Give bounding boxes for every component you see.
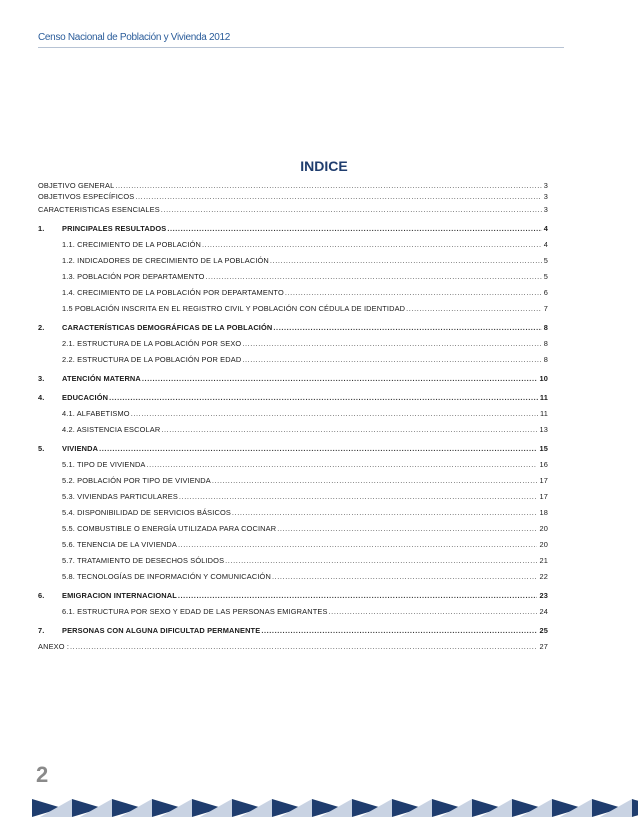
toc-entry-label: PERSONAS CON ALGUNA DIFICULTAD PERMANENTE: [62, 626, 261, 635]
toc-entry[interactable]: [38, 202, 548, 218]
toc-entry-label: 1.2. INDICADORES DE CRECIMIENTO DE LA POBLACIÓN: [62, 256, 269, 265]
toc-dot-leader: [147, 457, 538, 473]
toc-entry-label: OBJETIVOS ESPECÍFICOS: [38, 192, 135, 201]
toc-entry[interactable]: [38, 180, 548, 191]
toc-entry-label: 1.3. POBLACIÓN POR DEPARTAMENTO: [62, 272, 205, 281]
toc-entry-page: 15: [539, 444, 548, 453]
toc-entry-number: 7.: [38, 626, 45, 635]
toc-entry[interactable]: [38, 371, 548, 387]
toc-dot-leader: [99, 441, 537, 457]
toc-dot-leader: [261, 623, 537, 639]
toc-dot-leader: [161, 202, 542, 218]
toc-entry-page: 3: [543, 192, 548, 201]
footer-pattern: [32, 797, 638, 819]
toc-entry-label: 1.5 POBLACIÓN INSCRITA EN EL REGISTRO CIVIL Y POBLACIÓN CON CÉDULA DE IDENTIDAD: [62, 304, 406, 313]
toc-entry[interactable]: [38, 441, 548, 457]
table-of-contents: [38, 180, 548, 655]
toc-entry-label: 5.2. POBLACIÓN POR TIPO DE VIVIENDA: [62, 476, 211, 485]
toc-entry[interactable]: [38, 604, 548, 620]
toc-dot-leader: [202, 237, 542, 253]
toc-dot-leader: [225, 553, 537, 569]
toc-entry-page: 4: [543, 224, 548, 233]
toc-entry[interactable]: [38, 390, 548, 406]
toc-entry-label: 4.2. ASISTENCIA ESCOLAR: [62, 425, 161, 434]
toc-entry-page: 3: [543, 181, 548, 190]
toc-entry-page: 18: [539, 508, 548, 517]
toc-entry[interactable]: [38, 553, 548, 569]
toc-dot-leader: [131, 406, 538, 422]
band-triangle: [632, 799, 638, 817]
toc-entry-number: 4.: [38, 393, 45, 402]
toc-entry-page: 6: [543, 288, 548, 297]
toc-entry-label: 2.2. ESTRUCTURA DE LA POBLACIÓN POR EDAD: [62, 355, 242, 364]
toc-entry-number: 5.: [38, 444, 45, 453]
toc-entry-page: 27: [539, 642, 548, 651]
toc-entry[interactable]: [38, 191, 548, 202]
toc-entry[interactable]: [38, 489, 548, 505]
toc-entry-label: 1.1. CRECIMIENTO DE LA POBLACIÓN: [62, 240, 201, 249]
toc-entry-label: 5.5. COMBUSTIBLE O ENERGÍA UTILIZADA PARA COCINAR: [62, 524, 277, 533]
page-number: 2: [36, 762, 49, 787]
toc-entry-label: ANEXO :: [38, 642, 70, 651]
toc-dot-leader: [212, 473, 538, 489]
toc-entry-label: 1.4. CRECIMIENTO DE LA POBLACIÓN POR DEPARTAMENTO: [62, 288, 284, 297]
toc-dot-leader: [232, 505, 538, 521]
toc-dot-leader: [242, 352, 541, 368]
toc-entry-label: 5.6. TENENCIA DE LA VIVIENDA: [62, 540, 177, 549]
toc-entry[interactable]: [38, 505, 548, 521]
toc-entry[interactable]: [38, 285, 548, 301]
toc-entry[interactable]: [38, 336, 548, 352]
toc-entry[interactable]: [38, 537, 548, 553]
toc-entry-page: 23: [539, 591, 548, 600]
toc-entry-page: 22: [539, 572, 548, 581]
toc-dot-leader: [142, 371, 538, 387]
toc-entry-page: 8: [543, 339, 548, 348]
toc-dot-leader: [178, 537, 538, 553]
toc-dot-leader: [272, 569, 538, 585]
header-rule: [38, 47, 564, 48]
toc-entry-page: 5: [543, 256, 548, 265]
toc-entry-number: 3.: [38, 374, 45, 383]
running-header: Censo Nacional de Población y Vivienda 2012: [38, 32, 231, 43]
toc-dot-leader: [277, 521, 537, 537]
toc-entry-page: 21: [539, 556, 548, 565]
toc-entry-page: 8: [543, 355, 548, 364]
toc-dot-leader: [406, 301, 542, 317]
toc-entry-label: 5.4. DISPONIBILIDAD DE SERVICIOS BÁSICOS: [62, 508, 231, 517]
toc-entry-page: 13: [539, 425, 548, 434]
toc-entry-number: 1.: [38, 224, 45, 233]
toc-entry-page: 5: [543, 272, 548, 281]
footer-decorative-band: [32, 797, 638, 819]
toc-entry-label: ATENCIÓN MATERNA: [62, 374, 141, 383]
toc-dot-leader: [161, 422, 537, 438]
toc-entry[interactable]: [38, 457, 548, 473]
toc-entry-page: 8: [543, 323, 548, 332]
toc-entry[interactable]: [38, 473, 548, 489]
toc-entry[interactable]: [38, 269, 548, 285]
toc-entry[interactable]: [38, 588, 548, 604]
toc-entry-number: 6.: [38, 591, 45, 600]
toc-entry[interactable]: [38, 623, 548, 639]
toc-dot-leader: [285, 285, 542, 301]
toc-entry[interactable]: [38, 237, 548, 253]
toc-entry-label: 5.3. VIVIENDAS PARTICULARES: [62, 492, 178, 501]
toc-entry-label: CARACTERISTICAS ESENCIALES: [38, 205, 160, 214]
toc-entry-label: 5.1. TIPO DE VIVIENDA: [62, 460, 146, 469]
page-title: INDICE: [300, 158, 348, 174]
toc-entry-label: 4.1. ALFABETISMO: [62, 409, 130, 418]
toc-entry-page: 20: [539, 524, 548, 533]
toc-entry[interactable]: [38, 253, 548, 269]
toc-entry-label: OBJETIVO GENERAL: [38, 181, 115, 190]
toc-entry[interactable]: [38, 301, 548, 317]
toc-entry-number: 2.: [38, 323, 45, 332]
toc-entry-page: 20: [539, 540, 548, 549]
toc-entry-label: 5.8. TECNOLOGÍAS DE INFORMACIÓN Y COMUNICACIÓN: [62, 572, 271, 581]
toc-entry-page: 10: [539, 374, 548, 383]
toc-dot-leader: [270, 253, 542, 269]
toc-dot-leader: [179, 489, 538, 505]
toc-entry[interactable]: [38, 639, 548, 655]
toc-entry[interactable]: [38, 352, 548, 368]
toc-entry-page: 17: [539, 476, 548, 485]
toc-entry[interactable]: [38, 320, 548, 336]
toc-dot-leader: [242, 336, 541, 352]
toc-dot-leader: [206, 269, 542, 285]
toc-dot-leader: [178, 588, 538, 604]
toc-dot-leader: [135, 191, 541, 202]
toc-entry-label: CARACTERÍSTICAS DEMOGRÁFICAS DE LA POBLACIÓN: [62, 323, 273, 332]
toc-entry[interactable]: [38, 521, 548, 537]
toc-entry[interactable]: [38, 569, 548, 585]
toc-entry-page: 16: [539, 460, 548, 469]
toc-entry-label: 6.1. ESTRUCTURA POR SEXO Y EDAD DE LAS PERSONAS EMIGRANTES: [62, 607, 328, 616]
toc-entry-label: 5.7. TRATAMIENTO DE DESECHOS SÓLIDOS: [62, 556, 225, 565]
toc-dot-leader: [109, 390, 538, 406]
toc-entry-page: 11: [539, 393, 548, 402]
toc-entry-page: 7: [543, 304, 548, 313]
toc-entry-label: EMIGRACION INTERNACIONAL: [62, 591, 177, 600]
toc-dot-leader: [273, 320, 541, 336]
toc-entry-page: 11: [540, 409, 548, 418]
toc-entry-page: 24: [539, 607, 548, 616]
toc-entry[interactable]: [38, 406, 548, 422]
toc-dot-leader: [115, 180, 541, 191]
toc-entry-page: 4: [543, 240, 548, 249]
toc-entry[interactable]: [38, 221, 548, 237]
toc-entry[interactable]: [38, 422, 548, 438]
toc-entry-label: 2.1. ESTRUCTURA DE LA POBLACIÓN POR SEXO: [62, 339, 242, 348]
toc-entry-label: PRINCIPALES RESULTADOS: [62, 224, 167, 233]
toc-entry-page: 25: [539, 626, 548, 635]
toc-entry-page: 3: [543, 205, 548, 214]
toc-entry-label: VIVIENDA: [62, 444, 99, 453]
toc-entry-label: EDUCACIÓN: [62, 393, 109, 402]
toc-dot-leader: [329, 604, 538, 620]
toc-dot-leader: [167, 221, 541, 237]
toc-dot-leader: [70, 639, 537, 655]
toc-entry-page: 17: [539, 492, 548, 501]
